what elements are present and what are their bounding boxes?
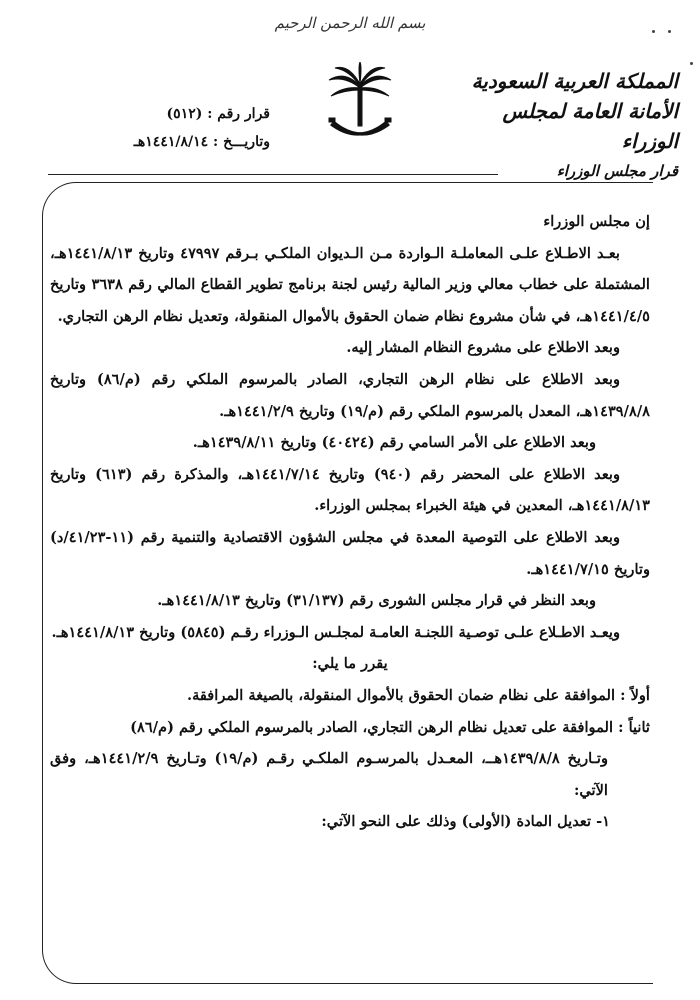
scan-speck bbox=[668, 30, 671, 33]
scan-speck bbox=[690, 62, 693, 65]
paragraph: بعـد الاطـلاع علـى المعاملـة الـواردة مـن الـديوان الملكـي بـرقم ٤٧٩٩٧ وتاريخ ١٤٤١/٨/١٣هـ، المشتملة على خطاب معالي وزير المالية رئيس لجنة برنامج تطوير القطاع المالي رقم ٣٦٣٨ وتاريخ ١٤٤١/٤/٥هـ، في شأن مشروع نظام ضمان الحقوق بالأموال المنقولة، وتعديل نظام الرهن التجاري. bbox=[50, 244, 650, 325]
paragraph: وبعد الاطلاع على مشروع النظام المشار إليه. bbox=[346, 339, 620, 357]
clause-second: ثانياً : الموافقة على تعديل نظام الرهن التجاري، الصادر بالمرسوم الملكي رقم (م/٨٦) bbox=[130, 718, 650, 736]
palm-swords-emblem-icon bbox=[325, 62, 395, 152]
paragraph: وبعد النظر في قرار مجلس الشورى رقم (٣١/١٣٧) وتاريخ ١٤٤١/٨/١٣هـ. bbox=[157, 592, 596, 610]
decision-number: قرار رقم : (٥١٢) bbox=[166, 106, 270, 122]
decision-date: وتاريـــخ : ١٤٤١/٨/١٤هـ bbox=[133, 134, 270, 150]
paragraph: وبعد الاطلاع على نظام الرهن التجاري، الصادر بالمرسوم الملكي رقم (م/٨٦) وتاريخ ١٤٣٩/٨/٨هـ، المعدل بالمرسوم الملكي رقم (م/١٩) وتاريخ ١٤٤١/٢/٩هـ. bbox=[50, 370, 650, 420]
paragraph: وبعد الاطلاع على المحضر رقم (٩٤٠) وتاريخ ١٤٤١/٧/١٤هـ، والمذكرة رقم (٦١٣) وتاريخ ١٤٤١/٨/١٣هـ، المعدين في هيئة الخبراء بمجلس الوزراء. bbox=[50, 465, 650, 515]
scan-speck bbox=[652, 30, 655, 33]
clause-item: ١- تعديل المادة (الأولى) وذلك على النحو الآتي: bbox=[321, 813, 610, 831]
decides-heading: يقرر ما يلي: bbox=[312, 655, 388, 673]
header-divider bbox=[48, 174, 498, 175]
paragraph: وبعد الاطلاع على التوصية المعدة في مجلس الشؤون الاقتصادية والتنمية رقم (١١-٤١/٢٣/د) وتاريخ ١٤٤١/٧/١٥هـ. bbox=[50, 528, 650, 578]
clause-second-continued: وتـاريخ ١٤٣٩/٨/٨هــ، المعـدل بالمرسـوم الملكـي رقـم (م/١٩) وتـاريخ ١٤٤١/٢/٩هـ، وفق الآتي: bbox=[50, 750, 608, 799]
kingdom-name: المملكة العربية السعودية bbox=[471, 69, 678, 93]
header-right bbox=[468, 66, 678, 156]
paragraph: ويعـد الاطـلاع علـى توصـية اللجنـة العامـة لمجلـس الـوزراء رقـم (٥٨٤٥) وتاريخ ١٤٤١/٨/١٣هـ. bbox=[51, 623, 620, 641]
decision-body bbox=[50, 206, 650, 838]
paragraph: وبعد الاطلاع على الأمر السامي رقم (٤٠٤٢٤) وتاريخ ١٤٣٩/٨/١١هـ. bbox=[192, 434, 596, 452]
secretariat-name: الأمانة العامة لمجلس الوزراء bbox=[502, 99, 678, 153]
header-left bbox=[100, 100, 270, 156]
section-caption: قرار مجلس الوزراء bbox=[556, 162, 678, 180]
opening-line: إن مجلس الوزراء bbox=[543, 213, 650, 230]
basmala: بسم الله الرحمن الرحيم bbox=[274, 14, 426, 32]
clause-first: أولاً : الموافقة على نظام ضمان الحقوق بالأموال المنقولة، بالصيغة المرافقة. bbox=[187, 686, 650, 704]
